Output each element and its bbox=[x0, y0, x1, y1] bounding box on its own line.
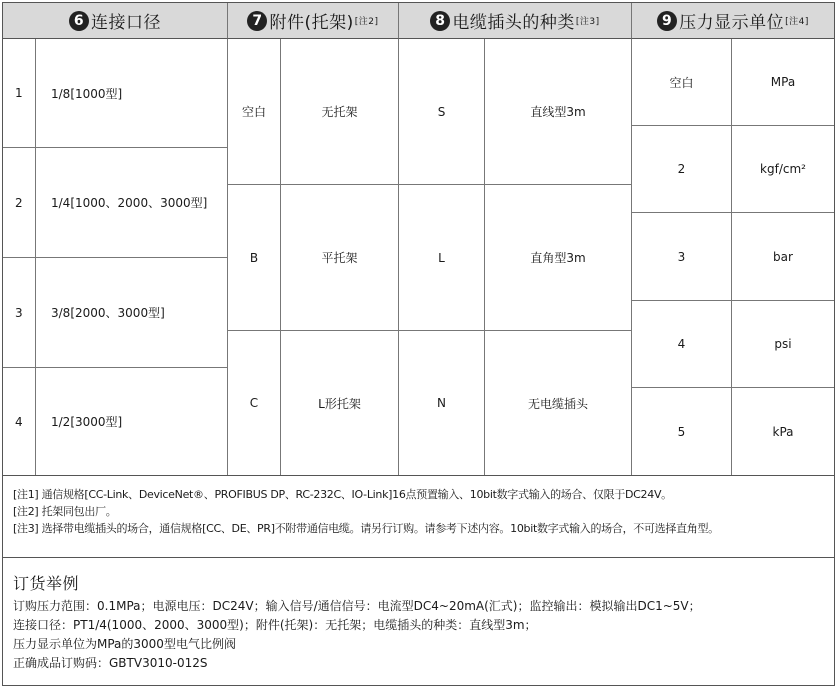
connection-desc-4: 1/2[3000型] bbox=[36, 368, 228, 475]
order-example-line-3: 压力显示单位为MPa的3000型电气比例阀 bbox=[13, 637, 236, 651]
accessory-code-b: B bbox=[228, 185, 281, 331]
header-cable-note: [注3] bbox=[575, 17, 600, 27]
unit-code-2: 2 bbox=[632, 126, 732, 213]
header-cable-label: 电缆插头的种类 bbox=[452, 13, 575, 33]
connection-code-1: 1 bbox=[3, 39, 36, 148]
connection-code-4: 4 bbox=[3, 368, 36, 475]
header-accessory-label: 附件(托架) bbox=[269, 13, 354, 33]
header-accessory-note: [注2] bbox=[354, 17, 379, 27]
header-unit-label: 压力显示单位 bbox=[679, 13, 785, 33]
header-unit bbox=[632, 3, 834, 39]
cable-desc-right-angle: 直角型3m bbox=[485, 185, 632, 331]
header-unit-note: [注4] bbox=[785, 17, 809, 27]
spec-table bbox=[2, 2, 835, 476]
unit-code-3: 3 bbox=[632, 213, 732, 301]
cable-desc-straight: 直线型3m bbox=[485, 39, 632, 185]
unit-desc-psi: psi bbox=[732, 301, 834, 388]
accessory-code-c: C bbox=[228, 331, 281, 475]
accessory-desc-flat: 平托架 bbox=[281, 185, 399, 331]
header-accessory bbox=[228, 3, 399, 39]
cable-code-s: S bbox=[399, 39, 485, 185]
unit-code-4: 4 bbox=[632, 301, 732, 388]
cable-desc-none: 无电缆插头 bbox=[485, 331, 632, 475]
unit-desc-mpa: MPa bbox=[732, 39, 834, 126]
notes-section bbox=[2, 476, 835, 558]
accessory-desc-none: 无托架 bbox=[281, 39, 399, 185]
order-example-line-1: 订购压力范围：0.1MPa；电源电压：DC24V；输入信号/通信信号：电流型DC4~20mA(汇式)；监控输出：模拟输出DC1~5V； bbox=[13, 599, 701, 613]
unit-desc-kpa: kPa bbox=[772, 424, 794, 439]
connection-desc-1: 1/8[1000型] bbox=[36, 39, 228, 148]
order-example-title: 订货举例 bbox=[13, 574, 80, 593]
unit-code-blank: 空白 bbox=[632, 39, 732, 126]
connection-desc-3: 3/8[2000、3000型] bbox=[36, 258, 228, 368]
accessory-desc-l-shape: L形托架 bbox=[281, 331, 399, 475]
unit-desc-bar: bar bbox=[732, 213, 834, 301]
unit-code-5: 5 bbox=[632, 388, 732, 475]
note-2: [注2] 托架同包出厂。 bbox=[13, 505, 117, 518]
circled-number-6: 6 bbox=[69, 11, 89, 31]
connection-desc-2: 1/4[1000、2000、3000型] bbox=[36, 148, 228, 258]
connection-code-2: 2 bbox=[3, 148, 36, 258]
header-connection bbox=[3, 3, 228, 39]
circled-number-9: 9 bbox=[657, 11, 677, 31]
order-example-line-4: 正确成品订购码：GBTV3010-012S bbox=[13, 656, 208, 670]
cable-code-n: N bbox=[399, 331, 485, 475]
circled-number-8: 8 bbox=[430, 11, 450, 31]
circled-number-7: 7 bbox=[247, 11, 267, 31]
note-3: [注3] 选择带电缆插头的场合，通信规格[CC、DE、PR]不附带通信电缆。请另行订购。请参考下述内容。10bit数字式输入的场合，不可选择直角型。 bbox=[13, 522, 719, 535]
order-example-section bbox=[2, 558, 835, 686]
header-cable bbox=[399, 3, 632, 39]
unit-desc-kgf: kgf/cm² bbox=[732, 126, 834, 213]
accessory-code-blank: 空白 bbox=[228, 39, 281, 185]
note-1: [注1] 通信规格[CC-Link、DeviceNet®、PROFIBUS DP、RC-232C、IO-Link]16点预置输入、10bit数字式输入的场合、仅限于DC24V。 bbox=[13, 488, 672, 501]
order-example-line-2: 连接口径：PT1/4(1000、2000、3000型)；附件(托架)：无托架；电缆插头的种类：直线型3m； bbox=[13, 618, 537, 632]
connection-code-3: 3 bbox=[3, 258, 36, 368]
cable-code-l: L bbox=[399, 185, 485, 331]
header-connection-label: 连接口径 bbox=[91, 13, 161, 33]
